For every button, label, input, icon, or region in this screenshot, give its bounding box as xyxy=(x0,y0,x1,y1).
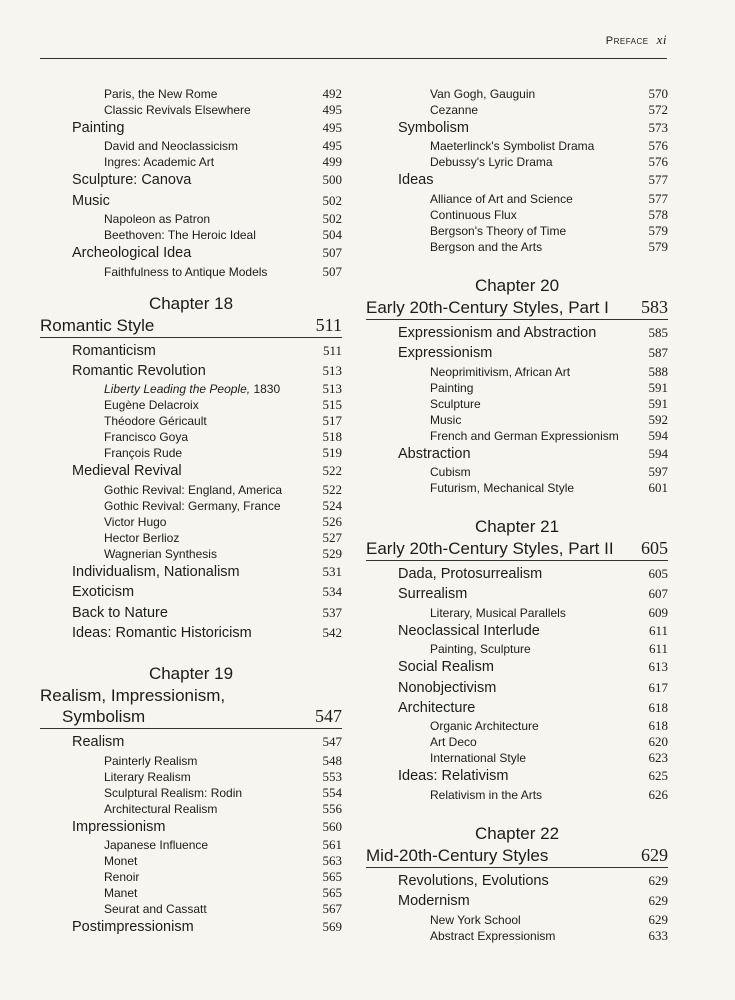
toc-entry-title: Théodore Géricault xyxy=(104,414,207,429)
toc-entry[interactable] xyxy=(366,480,668,496)
toc-entry-title: Wagnerian Synthesis xyxy=(104,546,217,561)
toc-entry-page: 526 xyxy=(322,513,342,529)
toc-entry-title: Nonobjectivism xyxy=(398,679,497,696)
toc-entry[interactable] xyxy=(366,787,668,803)
toc-entry-page: 495 xyxy=(322,138,342,154)
toc-entry-title: International Style xyxy=(430,751,527,766)
toc-entry-page: 579 xyxy=(648,222,668,238)
toc-entry-title: Continuous Flux xyxy=(430,207,517,222)
toc-entry-page: 548 xyxy=(322,752,342,768)
toc-entry-page: 565 xyxy=(322,869,342,885)
top-rule xyxy=(40,58,667,59)
toc-entry-title: François Rude xyxy=(104,446,183,461)
toc-entry[interactable] xyxy=(366,871,668,891)
toc-entry-page: 592 xyxy=(648,411,668,427)
toc-entry-title: Modernism xyxy=(398,893,470,910)
chapter-label: Chapter 22 xyxy=(474,823,560,843)
toc-entry-title: Sculptural Realism: Rodin xyxy=(104,785,243,800)
toc-entry[interactable] xyxy=(366,207,668,223)
toc-entry-title: David and Neoclassicism xyxy=(104,139,239,154)
toc-entry-page: 576 xyxy=(648,154,668,170)
chapter-18-section xyxy=(40,293,342,644)
toc-entry[interactable] xyxy=(40,837,342,853)
toc-entry-title: Medieval Revival xyxy=(72,463,182,480)
toc-entry-page: 629 xyxy=(648,893,668,909)
toc-entry-page: 620 xyxy=(648,734,668,750)
toc-entry[interactable] xyxy=(366,678,668,698)
chapter-21-section xyxy=(366,516,668,803)
toc-entry[interactable] xyxy=(40,397,342,413)
toc-entry[interactable] xyxy=(366,750,668,766)
toc-entry[interactable] xyxy=(366,343,668,363)
toc-entry-title: Debussy's Lyric Drama xyxy=(430,155,553,170)
toc-entry-page: 577 xyxy=(648,190,668,206)
toc-entry-page: 553 xyxy=(322,768,342,784)
toc-entry[interactable] xyxy=(40,341,342,361)
toc-entry-page: 618 xyxy=(648,700,668,716)
toc-entry-page: 529 xyxy=(322,545,342,561)
toc-entry-page: 502 xyxy=(322,192,342,208)
toc-entry-title: Expressionism xyxy=(398,345,493,362)
toc-entry-page: 633 xyxy=(648,927,668,943)
toc-entry-title: Music xyxy=(430,412,462,427)
toc-entry-page: 513 xyxy=(322,363,342,379)
toc-entry[interactable] xyxy=(366,912,668,928)
toc-entry[interactable] xyxy=(366,428,668,444)
toc-entry-title: French and German Expressionism xyxy=(430,428,619,443)
toc-entry[interactable] xyxy=(366,621,668,641)
toc-entry-title: Ideas: Relativism xyxy=(398,768,509,785)
toc-entry-page: 617 xyxy=(648,679,668,695)
toc-entry[interactable] xyxy=(40,853,342,869)
toc-entry[interactable] xyxy=(366,396,668,412)
toc-entry[interactable] xyxy=(40,623,342,643)
toc-entry[interactable] xyxy=(366,766,668,786)
toc-entry-page: 499 xyxy=(322,154,342,170)
toc-entry-page: 625 xyxy=(648,768,668,784)
toc-entry-title: Van Gogh, Gauguin xyxy=(430,87,536,101)
toc-entry-page: 591 xyxy=(648,379,668,395)
toc-entry[interactable] xyxy=(366,170,668,190)
toc-entry-title: Expressionism and Abstraction xyxy=(398,324,597,341)
toc-entry[interactable] xyxy=(40,801,342,817)
toc-entry-page: 522 xyxy=(322,463,342,479)
toc-entry-page: 547 xyxy=(322,734,342,750)
toc-entry-title: Renoir xyxy=(104,870,140,885)
toc-entry-title: Ingres: Academic Art xyxy=(104,155,215,170)
toc-entry-title: Napoleon as Patron xyxy=(104,212,211,227)
toc-entry-page: 565 xyxy=(322,885,342,901)
toc-entry-title: Victor Hugo xyxy=(104,514,167,529)
toc-entry-title: Futurism, Mechanical Style xyxy=(430,481,575,496)
toc-entry[interactable] xyxy=(366,698,668,718)
toc-entry-page: 495 xyxy=(322,120,342,135)
toc-entry-title: Architectural Realism xyxy=(104,801,218,816)
toc-entry-title: Painting xyxy=(72,120,125,136)
toc-entry-title: Realism xyxy=(72,734,125,751)
toc-entry-title: Impressionism xyxy=(72,818,166,835)
toc-entry-page: 573 xyxy=(648,120,668,135)
toc-entry-page: 560 xyxy=(322,818,342,834)
toc-entry-title: Back to Nature xyxy=(72,604,168,621)
toc-entry-title: New York School xyxy=(430,912,521,927)
toc-entry[interactable] xyxy=(40,917,342,937)
toc-entry-title: Cezanne xyxy=(430,103,479,117)
toc-entry-title: Alliance of Art and Science xyxy=(430,191,573,206)
toc-group-pre-18 xyxy=(40,86,342,280)
toc-entry-title: Monet xyxy=(104,854,138,869)
toc-entry-page: 605 xyxy=(648,566,668,582)
toc-entry-page: 492 xyxy=(322,86,342,101)
chapter-title-line1: Realism, Impressionism, xyxy=(40,686,226,706)
chapter-page: 511 xyxy=(315,314,342,335)
toc-group-pre-20 xyxy=(366,86,668,255)
toc-entry[interactable] xyxy=(40,732,342,752)
toc-entry-title: Eugène Delacroix xyxy=(104,398,199,413)
toc-entry-title-rest: 1830 xyxy=(250,382,281,397)
toc-entry[interactable] xyxy=(366,718,668,734)
toc-entry-title xyxy=(104,381,280,397)
toc-entry-page: 507 xyxy=(322,263,342,279)
toc-entry-page: 500 xyxy=(322,172,342,188)
toc-entry-title: Romanticism xyxy=(72,342,156,359)
toc-entry-title: Gothic Revival: Germany, France xyxy=(104,498,281,513)
toc-entry[interactable] xyxy=(40,413,342,429)
toc-entry-page: 570 xyxy=(648,86,668,101)
toc-entry[interactable] xyxy=(40,118,342,138)
toc-entry[interactable] xyxy=(40,582,342,602)
toc-entry[interactable] xyxy=(40,769,342,785)
toc-entry-page: 594 xyxy=(648,445,668,461)
toc-entry[interactable] xyxy=(40,264,342,280)
toc-entry[interactable] xyxy=(366,444,668,464)
toc-entry[interactable] xyxy=(40,817,342,837)
toc-entry-title: Paris, the New Rome xyxy=(104,87,218,101)
toc-entry-title: Literary Realism xyxy=(104,769,191,784)
toc-entry-page: 611 xyxy=(648,622,668,638)
toc-entry-title: Neoclassical Interlude xyxy=(398,622,540,639)
chapter-title: Early 20th-Century Styles, Part I xyxy=(366,297,609,317)
toc-entry[interactable] xyxy=(40,753,342,769)
toc-entry[interactable] xyxy=(366,223,668,239)
chapter-title: Romantic Style xyxy=(40,315,155,335)
toc-entry-page: 495 xyxy=(322,102,342,117)
toc-entry-title: Cubism xyxy=(430,465,471,480)
toc-entry[interactable] xyxy=(366,86,668,102)
toc-entry[interactable] xyxy=(366,891,668,911)
toc-entry-title: Neoprimitivism, African Art xyxy=(430,364,571,379)
toc-entry[interactable] xyxy=(366,364,668,380)
toc-entry-title: Sculpture xyxy=(430,396,481,411)
chapter-heading[interactable] xyxy=(366,297,668,320)
toc-entry-page: 576 xyxy=(648,138,668,154)
toc-entry-title: Dada, Protosurrealism xyxy=(398,566,543,583)
chapter-title-line2: Symbolism xyxy=(62,707,146,727)
toc-entry-page: 517 xyxy=(322,413,342,429)
running-head xyxy=(606,32,667,48)
toc-entry-title: Relativism in the Arts xyxy=(430,787,543,802)
toc-entry-page: 629 xyxy=(648,872,668,888)
toc-entry[interactable] xyxy=(366,102,668,118)
toc-entry-title: Classic Revivals Elsewhere xyxy=(104,103,251,117)
toc-entry[interactable] xyxy=(366,734,668,750)
toc-entry-title: Abstract Expressionism xyxy=(430,928,556,943)
toc-entry-title: Postimpressionism xyxy=(72,919,194,936)
toc-entry-title: Social Realism xyxy=(398,659,494,676)
toc-entry-page: 515 xyxy=(322,397,342,413)
toc-entry-page: 591 xyxy=(648,395,668,411)
toc-entry[interactable] xyxy=(366,118,668,138)
toc-entry-title: Abstraction xyxy=(398,445,471,462)
running-head-page-number: xi xyxy=(656,32,667,47)
toc-entry[interactable] xyxy=(40,211,342,227)
toc-entry[interactable] xyxy=(366,464,668,480)
toc-entry-title: Francisco Goya xyxy=(104,430,189,445)
toc-entry-page: 601 xyxy=(648,480,668,496)
toc-entry-page: 579 xyxy=(648,238,668,254)
toc-entry[interactable] xyxy=(366,138,668,154)
toc-entry-page: 513 xyxy=(322,381,342,397)
toc-entry[interactable] xyxy=(40,546,342,562)
toc-entry[interactable] xyxy=(40,170,342,190)
toc-entry-page: 511 xyxy=(322,342,342,358)
toc-entry[interactable] xyxy=(40,514,342,530)
toc-entry[interactable] xyxy=(40,138,342,154)
toc-entry-title: Literary, Musical Parallels xyxy=(430,605,566,620)
chapter-20-section xyxy=(366,275,668,496)
toc-entry[interactable] xyxy=(40,381,342,397)
chapter-page: 629 xyxy=(641,844,668,865)
toc-entry[interactable] xyxy=(366,380,668,396)
chapter-heading[interactable] xyxy=(40,706,342,729)
toc-entry[interactable] xyxy=(40,445,342,461)
toc-entry-title: Painterly Realism xyxy=(104,753,198,768)
toc-entry-page: 518 xyxy=(322,429,342,445)
toc-entry[interactable] xyxy=(40,498,342,514)
chapter-page: 547 xyxy=(315,706,342,727)
toc-entry-page: 629 xyxy=(648,911,668,927)
toc-entry-page: 554 xyxy=(322,784,342,800)
toc-entry-page: 561 xyxy=(322,837,342,853)
toc-entry[interactable] xyxy=(40,530,342,546)
chapter-title: Mid-20th-Century Styles xyxy=(366,845,549,865)
toc-entry-title: Surrealism xyxy=(398,586,468,603)
toc-entry-page: 527 xyxy=(322,529,342,545)
toc-entry-page: 609 xyxy=(648,604,668,620)
toc-entry-title: Ideas: Romantic Historicism xyxy=(72,625,252,642)
toc-entry-page: 577 xyxy=(648,172,668,188)
toc-entry[interactable] xyxy=(40,243,342,263)
toc-entry-page: 626 xyxy=(648,786,668,802)
toc-entry[interactable] xyxy=(366,657,668,677)
toc-entry-page: 618 xyxy=(648,718,668,734)
toc-entry[interactable] xyxy=(366,928,668,944)
toc-entry[interactable] xyxy=(40,227,342,243)
toc-entry-title: Architecture xyxy=(398,700,476,717)
toc-entry-title: Manet xyxy=(104,886,138,901)
toc-entry-page: 542 xyxy=(322,625,342,641)
toc-entry[interactable] xyxy=(366,564,668,584)
toc-entry-title: Hector Berlioz xyxy=(104,530,180,545)
chapter-heading[interactable] xyxy=(366,538,668,561)
toc-entry[interactable] xyxy=(40,603,342,623)
toc-entry[interactable] xyxy=(40,102,342,118)
chapter-page: 583 xyxy=(641,296,668,317)
toc-entry-page: 611 xyxy=(648,641,668,657)
toc-entry-title-italic: Liberty Leading the People, xyxy=(104,382,251,397)
toc-entry[interactable] xyxy=(366,605,668,621)
chapter-heading[interactable] xyxy=(40,315,342,338)
toc-entry-page: 531 xyxy=(322,563,342,579)
toc-entry[interactable] xyxy=(40,869,342,885)
toc-entry-page: 607 xyxy=(648,586,668,602)
toc-entry[interactable] xyxy=(366,584,668,604)
toc-entry-page: 578 xyxy=(648,206,668,222)
toc-entry-title: Romantic Revolution xyxy=(72,363,206,380)
toc-entry-page: 613 xyxy=(648,659,668,675)
toc-entry-page: 597 xyxy=(648,464,668,480)
toc-entry-title: Revolutions, Evolutions xyxy=(398,872,549,889)
toc-entry-title: Gothic Revival: England, America xyxy=(104,482,283,497)
toc-entry[interactable] xyxy=(40,461,342,481)
toc-entry-page: 567 xyxy=(322,901,342,917)
toc-entry-page: 537 xyxy=(322,604,342,620)
toc-entry[interactable] xyxy=(40,562,342,582)
toc-entry[interactable] xyxy=(40,361,342,381)
toc-right-column xyxy=(366,86,668,944)
toc-entry[interactable] xyxy=(40,191,342,211)
toc-entry[interactable] xyxy=(40,429,342,445)
toc-entry-page: 522 xyxy=(322,481,342,497)
toc-entry-page: 587 xyxy=(648,345,668,361)
toc-entry[interactable] xyxy=(40,86,342,102)
toc-entry-title: Art Deco xyxy=(430,735,477,750)
toc-entry-title: Symbolism xyxy=(398,120,469,136)
toc-entry[interactable] xyxy=(40,154,342,170)
chapter-22-section xyxy=(366,823,668,944)
toc-entry-page: 524 xyxy=(322,497,342,513)
toc-entry-page: 569 xyxy=(322,919,342,935)
toc-entry-title: Faithfulness to Antique Models xyxy=(104,264,268,279)
toc-entry[interactable] xyxy=(366,239,668,255)
toc-entry-page: 594 xyxy=(648,427,668,443)
toc-entry-page: 585 xyxy=(648,324,668,340)
toc-left-column xyxy=(40,86,342,938)
toc-entry-page: 572 xyxy=(648,102,668,117)
toc-entry-title: Music xyxy=(72,192,110,209)
toc-entry-title: Beethoven: The Heroic Ideal xyxy=(104,228,256,243)
toc-entry-title: Bergson's Theory of Time xyxy=(430,223,567,238)
toc-entry[interactable] xyxy=(40,901,342,917)
toc-entry-page: 504 xyxy=(322,227,342,243)
toc-entry-title: Ideas xyxy=(398,172,434,189)
toc-entry-title: Painting, Sculpture xyxy=(430,642,531,657)
running-head-label: Preface xyxy=(605,35,649,47)
toc-entry-title: Organic Architecture xyxy=(430,719,539,734)
toc-entry-page: 556 xyxy=(322,800,342,816)
chapter-title: Early 20th-Century Styles, Part II xyxy=(366,539,614,559)
toc-entry-title: Painting xyxy=(430,380,474,395)
toc-entry[interactable] xyxy=(366,641,668,657)
toc-entry[interactable] xyxy=(366,412,668,428)
toc-entry-page: 519 xyxy=(322,445,342,461)
toc-entry[interactable] xyxy=(40,785,342,801)
toc-entry-page: 563 xyxy=(322,853,342,869)
toc-entry[interactable] xyxy=(366,191,668,207)
chapter-label: Chapter 21 xyxy=(474,517,560,537)
toc-entry-page: 534 xyxy=(322,584,342,600)
toc-entry-title: Bergson and the Arts xyxy=(430,239,543,254)
chapter-19-section xyxy=(40,663,342,937)
toc-entry[interactable] xyxy=(366,323,668,343)
toc-entry[interactable] xyxy=(40,885,342,901)
toc-entry-title: Japanese Influence xyxy=(104,838,209,853)
toc-entry[interactable] xyxy=(366,154,668,170)
chapter-label: Chapter 18 xyxy=(148,293,234,313)
chapter-page: 605 xyxy=(641,538,668,559)
toc-entry-page: 588 xyxy=(648,363,668,379)
toc-entry[interactable] xyxy=(40,482,342,498)
toc-entry-title: Sculpture: Canova xyxy=(72,172,192,189)
toc-entry-title: Maeterlinck's Symbolist Drama xyxy=(430,139,595,154)
toc-entry-title: Exoticism xyxy=(72,584,135,601)
toc-entry-page: 507 xyxy=(322,245,342,261)
toc-entry-page: 623 xyxy=(648,750,668,766)
chapter-label: Chapter 20 xyxy=(474,275,560,295)
toc-entry-title: Individualism, Nationalism xyxy=(72,563,240,580)
toc-entry-title: Archeological Idea xyxy=(72,245,192,262)
chapter-label: Chapter 19 xyxy=(148,664,234,684)
toc-entry-page: 502 xyxy=(322,211,342,227)
chapter-heading[interactable] xyxy=(366,845,668,868)
toc-entry-title: Seurat and Cassatt xyxy=(104,902,207,917)
